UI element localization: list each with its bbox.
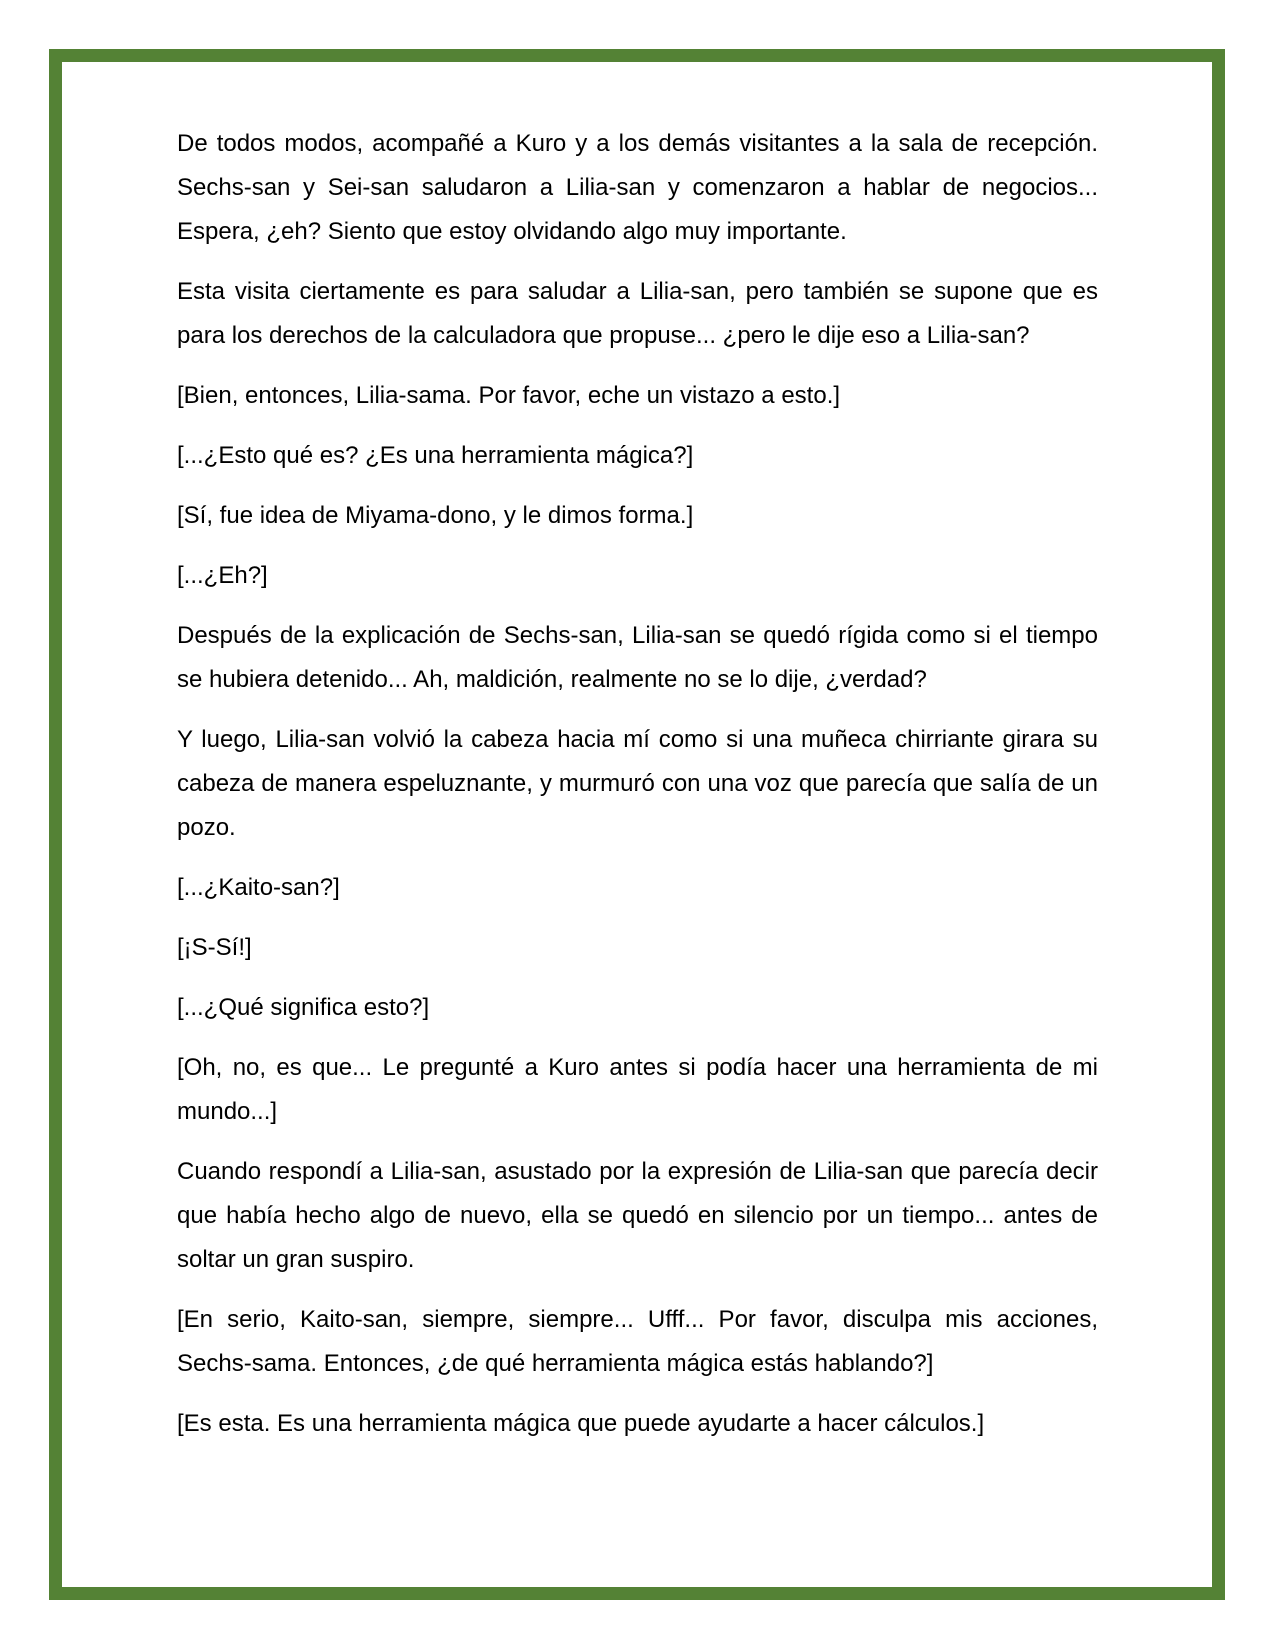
dialogue-line: [Oh, no, es que... Le pregunté a Kuro antes si podía hacer una herramienta de mi mundo...] xyxy=(177,1054,1098,1125)
dialogue-line: [Bien, entonces, Lilia-sama. Por favor, eche un vistazo a esto.] xyxy=(177,382,841,409)
dialogue-line: [...¿Eh?] xyxy=(177,562,268,589)
dialogue-line: [...¿Kaito-san?] xyxy=(177,874,340,901)
paragraph: Esta visita ciertamente es para saludar a Lilia-san, pero también se supone que es para los derechos de la calculadora que propuse... ¿pero le dije eso a Lilia-san? xyxy=(177,278,1098,349)
dialogue-line: [Sí, fue idea de Miyama-dono, y le dimos forma.] xyxy=(177,502,694,529)
paragraph: De todos modos, acompañé a Kuro y a los demás visitantes a la sala de recepción. Sechs-san y Sei-san saludaron a Lilia-san y comenzaron a hablar de negocios... Espera, ¿eh? Siento que estoy olvidando algo muy importante. xyxy=(177,130,1098,245)
document-body xyxy=(177,122,1098,1446)
dialogue-line: [En serio, Kaito-san, siempre, siempre... Ufff... Por favor, disculpa mis acciones, Sechs-sama. Entonces, ¿de qué herramienta mágica estás hablando?] xyxy=(177,1306,1098,1377)
paragraph: Y luego, Lilia-san volvió la cabeza hacia mí como si una muñeca chirriante girara su cabeza de manera espeluznante, y murmuró con una voz que parecía que salía de un pozo. xyxy=(177,726,1098,841)
dialogue-line: [...¿Esto qué es? ¿Es una herramienta mágica?] xyxy=(177,442,694,469)
paragraph: Después de la explicación de Sechs-san, Lilia-san se quedó rígida como si el tiempo se hubiera detenido... Ah, maldición, realmente no se lo dije, ¿verdad? xyxy=(177,622,1098,693)
paragraph: Cuando respondí a Lilia-san, asustado por la expresión de Lilia-san que parecía decir que había hecho algo de nuevo, ella se quedó en silencio por un tiempo... antes de soltar un gran suspiro. xyxy=(177,1158,1098,1273)
dialogue-line: [¡S-Sí!] xyxy=(177,934,252,961)
dialogue-line: [...¿Qué significa esto?] xyxy=(177,994,430,1021)
dialogue-line: [Es esta. Es una herramienta mágica que puede ayudarte a hacer cálculos.] xyxy=(177,1410,985,1437)
